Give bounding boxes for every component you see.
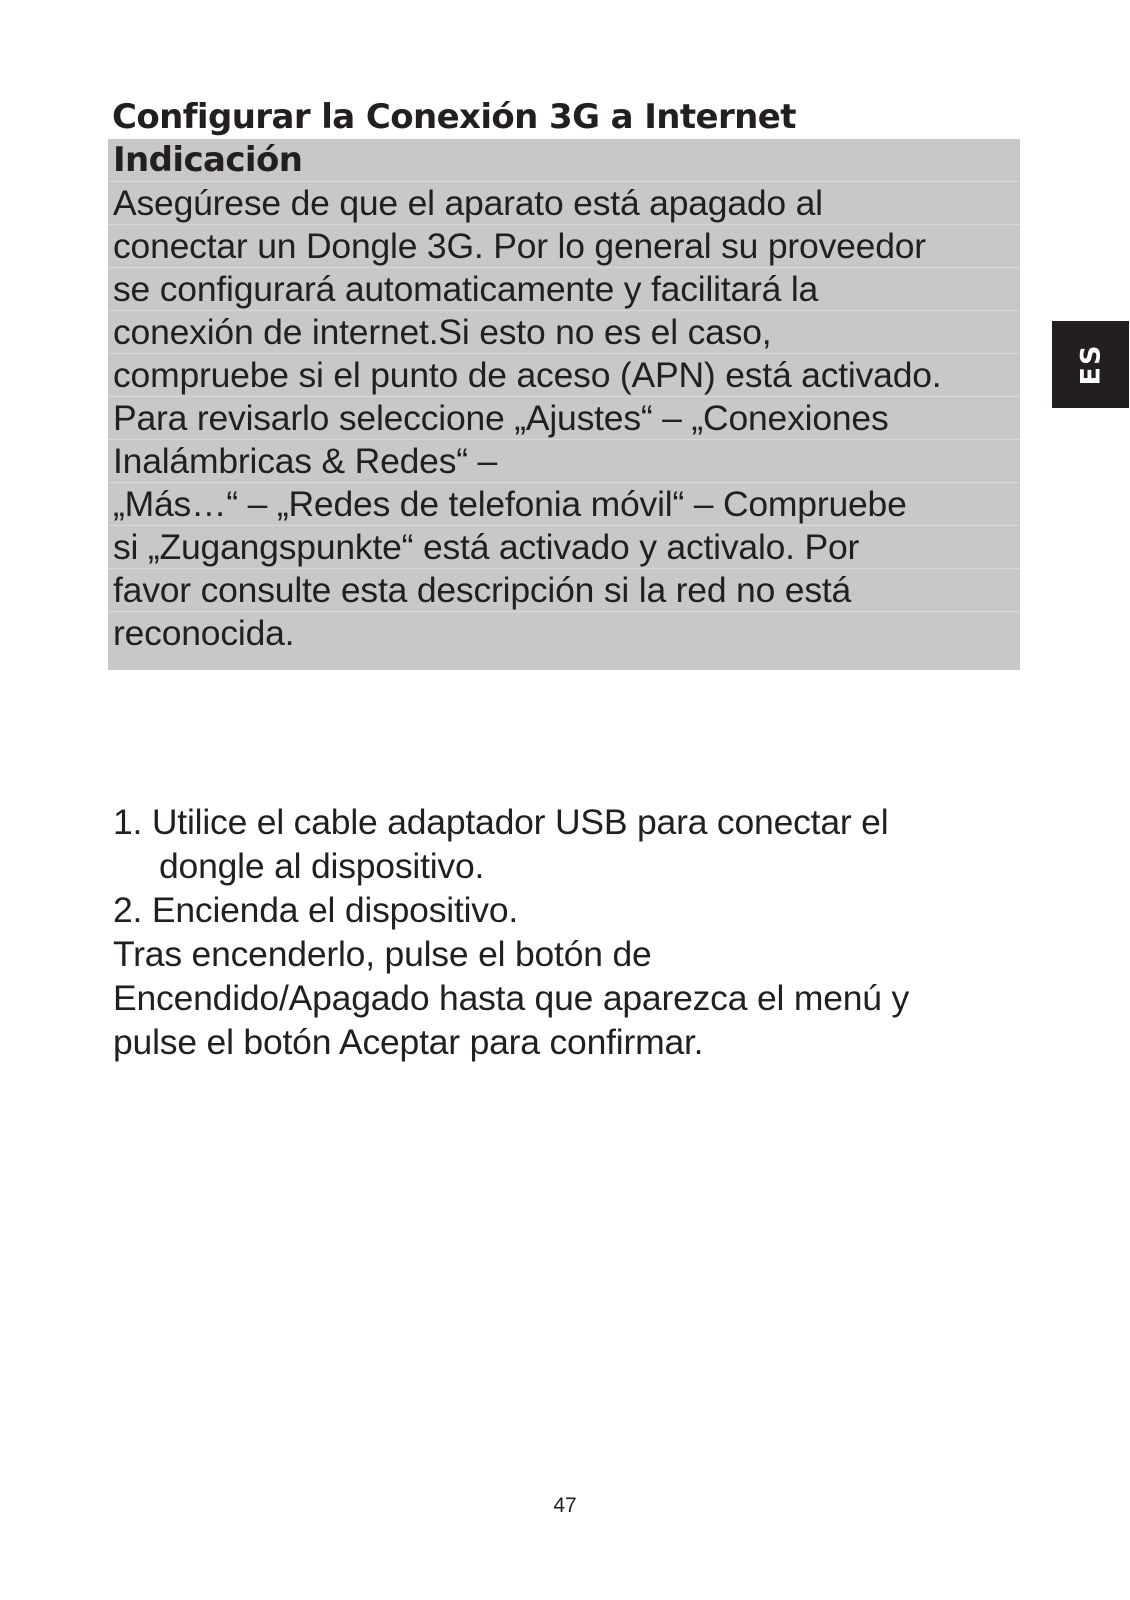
step-1-line-2: dongle al dispositivo.	[159, 846, 485, 886]
note-line: conexión de internet.Si esto no es el caso,	[108, 311, 1020, 354]
note-box	[108, 139, 1020, 670]
step-2: 2. Encienda el dispositivo.	[113, 890, 519, 930]
note-line: „Más…“ – „Redes de telefonia móvil“ – Compruebe	[108, 483, 1020, 526]
instruction-line: Tras encenderlo, pulse el botón de	[113, 934, 652, 974]
note-line: si „Zugangspunkte“ está activado y activalo. Por	[108, 526, 1020, 569]
language-tab-label: ES	[1074, 343, 1106, 386]
note-line: Inalámbricas & Redes“ –	[108, 440, 1020, 483]
instruction-line: Encendido/Apagado hasta que aparezca el menú y	[113, 978, 910, 1018]
note-line: favor consulte esta descripción si la red no está	[108, 569, 1020, 612]
note-line: Para revisarlo seleccione „Ajustes“ – „Conexiones	[108, 397, 1020, 440]
note-line: se configurará automaticamente y facilitará la	[108, 268, 1020, 311]
step-1-line-1: 1. Utilice el cable adaptador USB para conectar el	[113, 802, 889, 842]
note-line: Asegúrese de que el aparato está apagado al	[108, 182, 1020, 225]
instruction-steps	[113, 800, 1013, 1064]
page-number: 47	[553, 1494, 577, 1517]
note-line: compruebe si el punto de aceso (APN) está activado.	[108, 354, 1020, 397]
instruction-line: pulse el botón Aceptar para confirmar.	[113, 1022, 704, 1062]
note-line: reconocida.	[113, 613, 295, 653]
page-title: Configurar la Conexión 3G a Internet	[112, 97, 796, 137]
note-title: Indicación	[108, 139, 1020, 182]
language-tab	[1052, 321, 1129, 408]
note-line: conectar un Dongle 3G. Por lo general su proveedor	[108, 225, 1020, 268]
